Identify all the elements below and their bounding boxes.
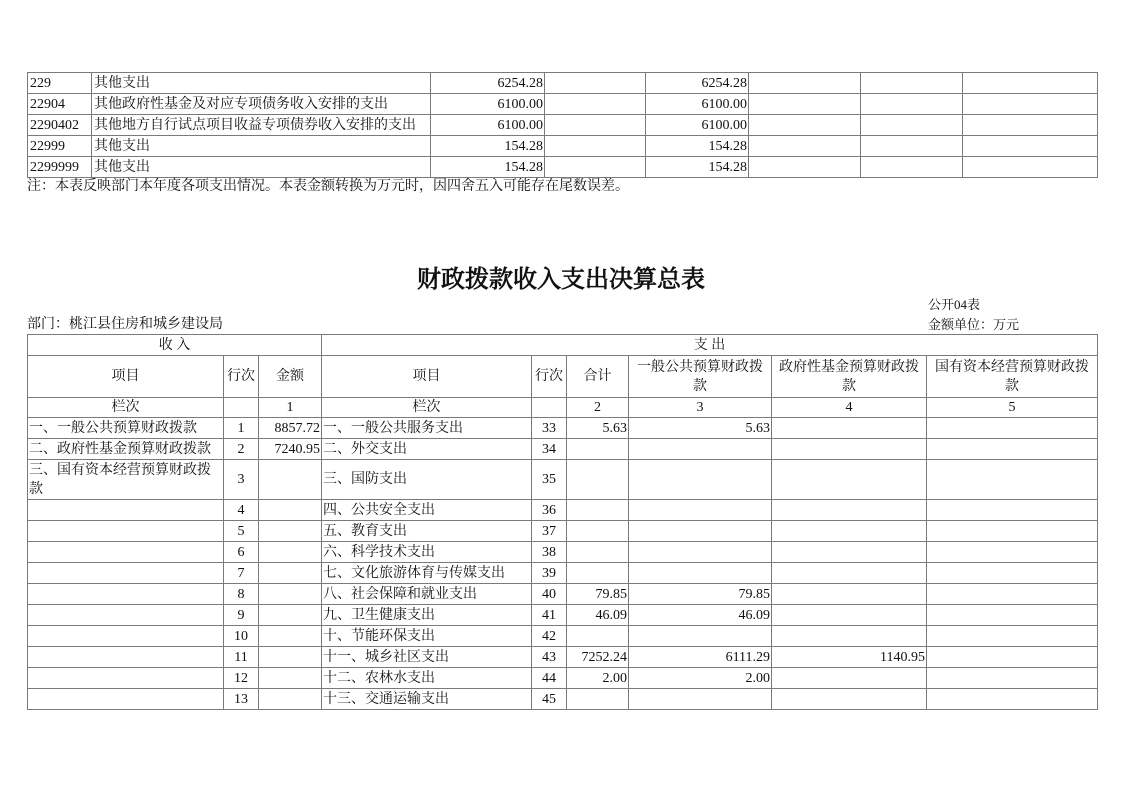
- empty-cell: [545, 157, 646, 178]
- income-item: [28, 626, 224, 647]
- table-row: [28, 460, 1098, 500]
- table-row: [28, 418, 1098, 439]
- total-amount: [567, 460, 629, 500]
- form-number: 公开04表: [928, 297, 981, 312]
- income-line-no: 2: [224, 439, 259, 460]
- income-line-no: 7: [224, 563, 259, 584]
- table-row: [28, 626, 1098, 647]
- column-index-row: [28, 398, 1098, 418]
- empty-cell: [963, 115, 1098, 136]
- income-line-no: 3: [224, 460, 259, 500]
- expense-line-no: 33: [532, 418, 567, 439]
- table-row: [28, 136, 1098, 157]
- expense-item: 四、公共安全支出: [322, 500, 532, 521]
- expense-item: 十三、交通运输支出: [322, 689, 532, 710]
- empty-cell: [861, 115, 963, 136]
- project-amount: 6254.28: [646, 73, 749, 94]
- total-amount: [567, 626, 629, 647]
- table-note: 注：本表反映部门本年度各项支出情况。本表金额转换为万元时，因四舍五入可能存在尾数误差。: [27, 179, 629, 194]
- gov-fund-amount: [772, 521, 927, 542]
- gov-fund-amount: [772, 542, 927, 563]
- total-amount: 154.28: [431, 136, 545, 157]
- income-line-no: 1: [224, 418, 259, 439]
- project-amount: 6100.00: [646, 115, 749, 136]
- income-line-no: 4: [224, 500, 259, 521]
- income-item: [28, 689, 224, 710]
- general-budget-index: 3: [629, 398, 772, 418]
- table-row: [28, 668, 1098, 689]
- empty-cell: [861, 157, 963, 178]
- state-capital-amount: [927, 521, 1098, 542]
- income-item: [28, 668, 224, 689]
- income-amount-header: 金额: [259, 356, 322, 398]
- fiscal-summary-table: [27, 334, 1098, 710]
- expense-line-header: 行次: [532, 356, 567, 398]
- expense-item: 二、外交支出: [322, 439, 532, 460]
- general-budget-amount: 79.85: [629, 584, 772, 605]
- total-amount: 46.09: [567, 605, 629, 626]
- general-budget-amount: [629, 689, 772, 710]
- expense-line-no: 42: [532, 626, 567, 647]
- expense-item: 十二、农林水支出: [322, 668, 532, 689]
- gov-fund-amount: [772, 500, 927, 521]
- income-amount: [259, 668, 322, 689]
- gov-fund-amount: [772, 439, 927, 460]
- empty-cell: [963, 94, 1098, 115]
- subject-name: 其他政府性基金及对应专项债务收入安排的支出: [92, 94, 431, 115]
- expense-line-no: 40: [532, 584, 567, 605]
- total-amount: 7252.24: [567, 647, 629, 668]
- income-amount: 8857.72: [259, 418, 322, 439]
- total-amount: [567, 689, 629, 710]
- income-line-no: 5: [224, 521, 259, 542]
- empty-cell: [749, 157, 861, 178]
- state-capital-amount: [927, 460, 1098, 500]
- total-amount: [567, 521, 629, 542]
- subject-name: 其他支出: [92, 136, 431, 157]
- expense-item: 八、社会保障和就业支出: [322, 584, 532, 605]
- state-capital-amount: [927, 689, 1098, 710]
- income-item: [28, 605, 224, 626]
- expense-line-no: 34: [532, 439, 567, 460]
- income-item: [28, 521, 224, 542]
- total-amount: 5.63: [567, 418, 629, 439]
- general-budget-amount: [629, 542, 772, 563]
- total-index: 2: [567, 398, 629, 418]
- expense-item: 六、科学技术支出: [322, 542, 532, 563]
- gov-fund-amount: [772, 563, 927, 584]
- general-budget-amount: [629, 500, 772, 521]
- income-amount: [259, 689, 322, 710]
- income-line-no: 9: [224, 605, 259, 626]
- empty-cell: [532, 398, 567, 418]
- empty-cell: [545, 115, 646, 136]
- empty-cell: [749, 115, 861, 136]
- empty-cell: [545, 73, 646, 94]
- total-header: 合计: [567, 356, 629, 398]
- expense-item: 七、文化旅游体育与传媒支出: [322, 563, 532, 584]
- income-line-no: 12: [224, 668, 259, 689]
- income-item: [28, 647, 224, 668]
- income-header: 收 入: [28, 335, 322, 356]
- income-line-no: 6: [224, 542, 259, 563]
- project-amount: 154.28: [646, 136, 749, 157]
- expense-item: 三、国防支出: [322, 460, 532, 500]
- income-amount-index: 1: [259, 398, 322, 418]
- income-amount: [259, 563, 322, 584]
- table-row: [28, 500, 1098, 521]
- general-budget-amount: [629, 439, 772, 460]
- total-amount: 2.00: [567, 668, 629, 689]
- empty-cell: [861, 136, 963, 157]
- total-amount: [567, 542, 629, 563]
- general-budget-amount: [629, 460, 772, 500]
- empty-cell: [749, 73, 861, 94]
- total-amount: [567, 439, 629, 460]
- gov-fund-amount: [772, 605, 927, 626]
- income-line-no: 13: [224, 689, 259, 710]
- total-amount: 79.85: [567, 584, 629, 605]
- page-title: 财政拨款收入支出决算总表: [417, 267, 705, 293]
- expense-line-no: 44: [532, 668, 567, 689]
- state-capital-header: 国有资本经营预算财政拨款: [927, 356, 1098, 398]
- income-item: [28, 542, 224, 563]
- gov-fund-amount: [772, 460, 927, 500]
- state-capital-amount: [927, 563, 1098, 584]
- state-capital-amount: [927, 584, 1098, 605]
- income-item: [28, 584, 224, 605]
- gov-fund-header: 政府性基金预算财政拨款: [772, 356, 927, 398]
- state-capital-amount: [927, 542, 1098, 563]
- project-amount: 6100.00: [646, 94, 749, 115]
- total-amount: 154.28: [431, 157, 545, 178]
- expense-line-no: 41: [532, 605, 567, 626]
- general-budget-amount: [629, 626, 772, 647]
- table-row: [28, 439, 1098, 460]
- total-amount: 6100.00: [431, 115, 545, 136]
- header-row: [28, 356, 1098, 398]
- gov-fund-amount: [772, 584, 927, 605]
- income-amount: [259, 584, 322, 605]
- subject-code: 22999: [28, 136, 92, 157]
- table-row: [28, 157, 1098, 178]
- table-row: [28, 605, 1098, 626]
- subject-code: 2299999: [28, 157, 92, 178]
- gov-fund-amount: 1140.95: [772, 647, 927, 668]
- income-line-no: 10: [224, 626, 259, 647]
- total-amount: 6254.28: [431, 73, 545, 94]
- header-row: [28, 335, 1098, 356]
- amount-unit: 金额单位：万元: [928, 317, 1020, 332]
- income-amount: [259, 460, 322, 500]
- empty-cell: [861, 73, 963, 94]
- income-item: 三、国有资本经营预算财政拨款: [28, 460, 224, 500]
- income-amount: [259, 626, 322, 647]
- general-budget-amount: 2.00: [629, 668, 772, 689]
- income-line-header: 行次: [224, 356, 259, 398]
- subject-name: 其他支出: [92, 157, 431, 178]
- department-label: 部门：桃江县住房和城乡建设局: [27, 317, 223, 332]
- empty-cell: [545, 136, 646, 157]
- expense-line-no: 35: [532, 460, 567, 500]
- state-capital-amount: [927, 500, 1098, 521]
- income-amount: [259, 500, 322, 521]
- general-budget-header: 一般公共预算财政拨款: [629, 356, 772, 398]
- state-capital-amount: [927, 668, 1098, 689]
- income-amount: [259, 647, 322, 668]
- income-amount: 7240.95: [259, 439, 322, 460]
- gov-fund-index: 4: [772, 398, 927, 418]
- general-budget-amount: 46.09: [629, 605, 772, 626]
- subject-code: 22904: [28, 94, 92, 115]
- expense-detail-table: [27, 72, 1098, 178]
- table-row: [28, 73, 1098, 94]
- gov-fund-amount: [772, 668, 927, 689]
- income-item-header: 项目: [28, 356, 224, 398]
- income-line-no: 8: [224, 584, 259, 605]
- table-row: [28, 542, 1098, 563]
- general-budget-amount: 5.63: [629, 418, 772, 439]
- expense-item: 十一、城乡社区支出: [322, 647, 532, 668]
- table-row: [28, 563, 1098, 584]
- general-budget-amount: 6111.29: [629, 647, 772, 668]
- total-amount: [567, 500, 629, 521]
- state-capital-amount: [927, 439, 1098, 460]
- expense-item: 五、教育支出: [322, 521, 532, 542]
- expense-item: 一、一般公共服务支出: [322, 418, 532, 439]
- state-capital-index: 5: [927, 398, 1098, 418]
- table-row: [28, 647, 1098, 668]
- empty-cell: [545, 94, 646, 115]
- expense-line-no: 43: [532, 647, 567, 668]
- expense-item-index: 栏次: [322, 398, 532, 418]
- table-row: [28, 584, 1098, 605]
- income-item: [28, 500, 224, 521]
- empty-cell: [963, 73, 1098, 94]
- expense-item: 十、节能环保支出: [322, 626, 532, 647]
- total-amount: [567, 563, 629, 584]
- income-item: 二、政府性基金预算财政拨款: [28, 439, 224, 460]
- subject-code: 229: [28, 73, 92, 94]
- total-amount: 6100.00: [431, 94, 545, 115]
- income-amount: [259, 542, 322, 563]
- subject-name: 其他支出: [92, 73, 431, 94]
- subject-code: 2290402: [28, 115, 92, 136]
- empty-cell: [861, 94, 963, 115]
- gov-fund-amount: [772, 418, 927, 439]
- expense-item: 九、卫生健康支出: [322, 605, 532, 626]
- state-capital-amount: [927, 626, 1098, 647]
- income-item-index: 栏次: [28, 398, 224, 418]
- expense-line-no: 45: [532, 689, 567, 710]
- gov-fund-amount: [772, 626, 927, 647]
- expense-line-no: 36: [532, 500, 567, 521]
- state-capital-amount: [927, 647, 1098, 668]
- empty-cell: [224, 398, 259, 418]
- expense-item-header: 项目: [322, 356, 532, 398]
- state-capital-amount: [927, 418, 1098, 439]
- expense-line-no: 37: [532, 521, 567, 542]
- table-row: [28, 689, 1098, 710]
- income-item: 一、一般公共预算财政拨款: [28, 418, 224, 439]
- table-row: [28, 115, 1098, 136]
- expense-header: 支 出: [322, 335, 1098, 356]
- income-amount: [259, 521, 322, 542]
- state-capital-amount: [927, 605, 1098, 626]
- general-budget-amount: [629, 521, 772, 542]
- income-item: [28, 563, 224, 584]
- expense-line-no: 39: [532, 563, 567, 584]
- empty-cell: [963, 136, 1098, 157]
- gov-fund-amount: [772, 689, 927, 710]
- project-amount: 154.28: [646, 157, 749, 178]
- expense-line-no: 38: [532, 542, 567, 563]
- empty-cell: [963, 157, 1098, 178]
- income-line-no: 11: [224, 647, 259, 668]
- table-row: [28, 521, 1098, 542]
- income-amount: [259, 605, 322, 626]
- empty-cell: [749, 94, 861, 115]
- subject-name: 其他地方自行试点项目收益专项债券收入安排的支出: [92, 115, 431, 136]
- general-budget-amount: [629, 563, 772, 584]
- table-row: [28, 94, 1098, 115]
- empty-cell: [749, 136, 861, 157]
